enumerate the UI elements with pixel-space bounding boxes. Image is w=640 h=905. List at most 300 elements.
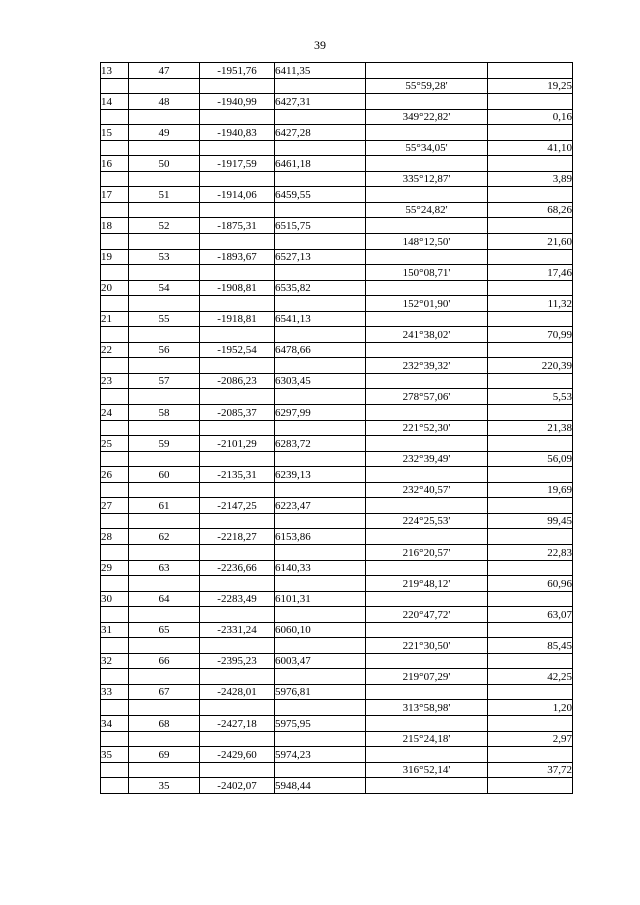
cell-y-coordinate: 6478,66 xyxy=(275,342,366,358)
table-row xyxy=(101,498,573,514)
cell-point-number: 58 xyxy=(129,405,200,421)
cell-bearing: 216°20,57' xyxy=(366,544,488,560)
cell-y-coordinate: 6527,13 xyxy=(275,249,366,265)
cell-y-coordinate: 6303,45 xyxy=(275,373,366,389)
cell-x-coordinate xyxy=(200,202,275,218)
cell-y-coordinate xyxy=(275,451,366,467)
cell-distance: 37,72 xyxy=(488,762,573,778)
cell-distance: 0,16 xyxy=(488,109,573,125)
cell-point-number: 47 xyxy=(129,63,200,79)
cell-row-number xyxy=(101,327,129,343)
cell-y-coordinate xyxy=(275,607,366,623)
table-row xyxy=(101,684,573,700)
cell-bearing xyxy=(366,529,488,545)
cell-bearing: 55°59,28' xyxy=(366,78,488,94)
cell-x-coordinate: -2218,27 xyxy=(200,529,275,545)
table-row xyxy=(101,436,573,452)
table-row xyxy=(101,265,573,281)
cell-bearing: 278°57,06' xyxy=(366,389,488,405)
cell-point-number xyxy=(129,296,200,312)
table-row xyxy=(101,700,573,716)
cell-distance: 22,83 xyxy=(488,544,573,560)
cell-bearing xyxy=(366,373,488,389)
cell-row-number: 14 xyxy=(101,94,129,110)
cell-point-number: 67 xyxy=(129,684,200,700)
cell-distance: 21,38 xyxy=(488,420,573,436)
cell-y-coordinate: 6140,33 xyxy=(275,560,366,576)
cell-y-coordinate: 6101,31 xyxy=(275,591,366,607)
cell-bearing xyxy=(366,653,488,669)
cell-distance xyxy=(488,560,573,576)
cell-y-coordinate: 6411,35 xyxy=(275,63,366,79)
cell-bearing xyxy=(366,218,488,234)
cell-y-coordinate xyxy=(275,234,366,250)
cell-distance xyxy=(488,405,573,421)
cell-distance xyxy=(488,622,573,638)
cell-y-coordinate xyxy=(275,482,366,498)
cell-point-number xyxy=(129,265,200,281)
cell-bearing: 224°25,53' xyxy=(366,513,488,529)
table-row xyxy=(101,280,573,296)
table-row xyxy=(101,218,573,234)
cell-distance xyxy=(488,591,573,607)
cell-y-coordinate: 6427,28 xyxy=(275,125,366,141)
cell-bearing: 316°52,14' xyxy=(366,762,488,778)
cell-y-coordinate: 6223,47 xyxy=(275,498,366,514)
cell-y-coordinate: 6239,13 xyxy=(275,467,366,483)
table-row xyxy=(101,140,573,156)
cell-y-coordinate: 5974,23 xyxy=(275,747,366,763)
cell-x-coordinate: -2086,23 xyxy=(200,373,275,389)
cell-distance xyxy=(488,467,573,483)
cell-row-number xyxy=(101,513,129,529)
cell-row-number: 22 xyxy=(101,342,129,358)
cell-row-number xyxy=(101,607,129,623)
table-row xyxy=(101,405,573,421)
cell-distance xyxy=(488,529,573,545)
table-row xyxy=(101,389,573,405)
cell-point-number xyxy=(129,140,200,156)
cell-distance xyxy=(488,218,573,234)
cell-distance xyxy=(488,684,573,700)
cell-y-coordinate xyxy=(275,202,366,218)
cell-y-coordinate xyxy=(275,700,366,716)
cell-row-number xyxy=(101,762,129,778)
cell-point-number xyxy=(129,234,200,250)
cell-y-coordinate xyxy=(275,389,366,405)
cell-row-number: 25 xyxy=(101,436,129,452)
cell-row-number: 33 xyxy=(101,684,129,700)
cell-bearing: 215°24,18' xyxy=(366,731,488,747)
cell-distance xyxy=(488,653,573,669)
cell-distance: 85,45 xyxy=(488,638,573,654)
cell-distance xyxy=(488,187,573,203)
cell-row-number: 18 xyxy=(101,218,129,234)
cell-row-number: 28 xyxy=(101,529,129,545)
cell-x-coordinate: -2147,25 xyxy=(200,498,275,514)
cell-distance: 11,32 xyxy=(488,296,573,312)
cell-x-coordinate xyxy=(200,700,275,716)
cell-x-coordinate: -1940,83 xyxy=(200,125,275,141)
cell-point-number xyxy=(129,202,200,218)
cell-distance xyxy=(488,498,573,514)
cell-row-number: 17 xyxy=(101,187,129,203)
cell-distance xyxy=(488,156,573,172)
cell-distance: 5,53 xyxy=(488,389,573,405)
cell-x-coordinate: -2283,49 xyxy=(200,591,275,607)
cell-point-number: 59 xyxy=(129,436,200,452)
cell-bearing: 313°58,98' xyxy=(366,700,488,716)
table-row xyxy=(101,482,573,498)
cell-y-coordinate xyxy=(275,265,366,281)
cell-distance xyxy=(488,125,573,141)
cell-distance: 21,60 xyxy=(488,234,573,250)
table-row xyxy=(101,296,573,312)
table-row xyxy=(101,342,573,358)
cell-x-coordinate xyxy=(200,513,275,529)
cell-row-number xyxy=(101,669,129,685)
cell-point-number: 61 xyxy=(129,498,200,514)
cell-row-number: 24 xyxy=(101,405,129,421)
table-row xyxy=(101,576,573,592)
cell-bearing xyxy=(366,436,488,452)
cell-bearing xyxy=(366,249,488,265)
table-row xyxy=(101,731,573,747)
table-row xyxy=(101,187,573,203)
cell-y-coordinate: 5975,95 xyxy=(275,715,366,731)
cell-bearing: 221°30,50' xyxy=(366,638,488,654)
cell-point-number: 65 xyxy=(129,622,200,638)
cell-x-coordinate xyxy=(200,171,275,187)
cell-bearing xyxy=(366,560,488,576)
cell-bearing xyxy=(366,405,488,421)
cell-bearing xyxy=(366,778,488,794)
cell-y-coordinate xyxy=(275,544,366,560)
cell-bearing xyxy=(366,311,488,327)
cell-x-coordinate: -2135,31 xyxy=(200,467,275,483)
table-row xyxy=(101,622,573,638)
cell-bearing: 152°01,90' xyxy=(366,296,488,312)
cell-point-number: 64 xyxy=(129,591,200,607)
cell-point-number xyxy=(129,731,200,747)
cell-distance: 56,09 xyxy=(488,451,573,467)
cell-x-coordinate xyxy=(200,638,275,654)
table-row xyxy=(101,762,573,778)
table-row xyxy=(101,202,573,218)
cell-distance: 3,89 xyxy=(488,171,573,187)
table-row xyxy=(101,451,573,467)
cell-bearing: 55°24,82' xyxy=(366,202,488,218)
cell-y-coordinate xyxy=(275,171,366,187)
cell-distance: 19,69 xyxy=(488,482,573,498)
cell-y-coordinate: 5976,81 xyxy=(275,684,366,700)
cell-row-number xyxy=(101,451,129,467)
cell-distance: 19,25 xyxy=(488,78,573,94)
cell-row-number xyxy=(101,202,129,218)
cell-row-number: 21 xyxy=(101,311,129,327)
cell-row-number: 13 xyxy=(101,63,129,79)
cell-y-coordinate xyxy=(275,576,366,592)
cell-bearing: 221°52,30' xyxy=(366,420,488,436)
cell-x-coordinate xyxy=(200,669,275,685)
cell-x-coordinate xyxy=(200,762,275,778)
cell-x-coordinate xyxy=(200,140,275,156)
cell-distance: 220,39 xyxy=(488,358,573,374)
cell-y-coordinate: 6427,31 xyxy=(275,94,366,110)
cell-bearing: 219°48,12' xyxy=(366,576,488,592)
cell-distance: 42,25 xyxy=(488,669,573,685)
cell-y-coordinate: 6283,72 xyxy=(275,436,366,452)
cell-y-coordinate: 6515,75 xyxy=(275,218,366,234)
cell-x-coordinate: -2402,07 xyxy=(200,778,275,794)
cell-bearing xyxy=(366,467,488,483)
cell-x-coordinate xyxy=(200,265,275,281)
cell-x-coordinate: -1875,31 xyxy=(200,218,275,234)
table-row xyxy=(101,560,573,576)
cell-x-coordinate: -2428,01 xyxy=(200,684,275,700)
cell-x-coordinate xyxy=(200,420,275,436)
table-row xyxy=(101,747,573,763)
cell-bearing xyxy=(366,63,488,79)
cell-x-coordinate: -1908,81 xyxy=(200,280,275,296)
cell-point-number: 52 xyxy=(129,218,200,234)
cell-bearing: 55°34,05' xyxy=(366,140,488,156)
cell-point-number: 63 xyxy=(129,560,200,576)
table-row xyxy=(101,125,573,141)
cell-row-number: 15 xyxy=(101,125,129,141)
cell-row-number: 26 xyxy=(101,467,129,483)
cell-y-coordinate xyxy=(275,638,366,654)
cell-point-number: 48 xyxy=(129,94,200,110)
cell-row-number xyxy=(101,140,129,156)
cell-point-number: 68 xyxy=(129,715,200,731)
cell-row-number xyxy=(101,731,129,747)
cell-row-number xyxy=(101,482,129,498)
cell-x-coordinate: -1918,81 xyxy=(200,311,275,327)
cell-x-coordinate: -1940,99 xyxy=(200,94,275,110)
cell-distance xyxy=(488,715,573,731)
cell-x-coordinate: -2427,18 xyxy=(200,715,275,731)
cell-row-number: 35 xyxy=(101,747,129,763)
cell-point-number xyxy=(129,638,200,654)
cell-y-coordinate xyxy=(275,327,366,343)
cell-y-coordinate: 6297,99 xyxy=(275,405,366,421)
cell-distance xyxy=(488,342,573,358)
cell-y-coordinate: 6459,55 xyxy=(275,187,366,203)
table-row xyxy=(101,591,573,607)
cell-distance xyxy=(488,778,573,794)
cell-row-number: 27 xyxy=(101,498,129,514)
cell-bearing xyxy=(366,591,488,607)
cell-distance xyxy=(488,249,573,265)
table-row xyxy=(101,358,573,374)
coordinate-table xyxy=(100,62,573,794)
table-row xyxy=(101,249,573,265)
cell-x-coordinate: -1951,76 xyxy=(200,63,275,79)
cell-distance xyxy=(488,436,573,452)
cell-bearing: 232°40,57' xyxy=(366,482,488,498)
cell-point-number xyxy=(129,669,200,685)
cell-bearing xyxy=(366,715,488,731)
cell-bearing: 335°12,87' xyxy=(366,171,488,187)
table-row xyxy=(101,156,573,172)
cell-row-number: 23 xyxy=(101,373,129,389)
cell-y-coordinate: 6003,47 xyxy=(275,653,366,669)
table-row xyxy=(101,420,573,436)
cell-point-number xyxy=(129,607,200,623)
cell-x-coordinate: -2395,23 xyxy=(200,653,275,669)
cell-y-coordinate xyxy=(275,420,366,436)
cell-bearing xyxy=(366,94,488,110)
cell-point-number xyxy=(129,420,200,436)
cell-row-number xyxy=(101,358,129,374)
cell-point-number xyxy=(129,327,200,343)
cell-point-number xyxy=(129,451,200,467)
cell-bearing xyxy=(366,498,488,514)
cell-x-coordinate xyxy=(200,482,275,498)
table-row xyxy=(101,63,573,79)
cell-bearing xyxy=(366,684,488,700)
cell-point-number xyxy=(129,544,200,560)
cell-bearing xyxy=(366,280,488,296)
table-row xyxy=(101,513,573,529)
cell-y-coordinate xyxy=(275,762,366,778)
cell-row-number xyxy=(101,638,129,654)
cell-distance: 68,26 xyxy=(488,202,573,218)
cell-y-coordinate xyxy=(275,78,366,94)
cell-point-number xyxy=(129,358,200,374)
cell-point-number: 51 xyxy=(129,187,200,203)
cell-x-coordinate xyxy=(200,544,275,560)
table-row xyxy=(101,327,573,343)
cell-x-coordinate xyxy=(200,327,275,343)
cell-row-number xyxy=(101,171,129,187)
cell-x-coordinate xyxy=(200,451,275,467)
cell-x-coordinate xyxy=(200,389,275,405)
cell-x-coordinate xyxy=(200,109,275,125)
cell-distance: 99,45 xyxy=(488,513,573,529)
cell-row-number xyxy=(101,700,129,716)
cell-row-number xyxy=(101,544,129,560)
cell-point-number: 66 xyxy=(129,653,200,669)
cell-row-number: 20 xyxy=(101,280,129,296)
cell-row-number xyxy=(101,296,129,312)
cell-x-coordinate: -1917,59 xyxy=(200,156,275,172)
table-row xyxy=(101,171,573,187)
table-row xyxy=(101,373,573,389)
cell-y-coordinate xyxy=(275,731,366,747)
cell-row-number xyxy=(101,109,129,125)
cell-x-coordinate: -2101,29 xyxy=(200,436,275,452)
cell-distance: 60,96 xyxy=(488,576,573,592)
table-row xyxy=(101,715,573,731)
cell-point-number: 50 xyxy=(129,156,200,172)
cell-bearing xyxy=(366,622,488,638)
cell-x-coordinate xyxy=(200,234,275,250)
cell-bearing: 232°39,49' xyxy=(366,451,488,467)
cell-point-number: 60 xyxy=(129,467,200,483)
table-body xyxy=(101,63,573,794)
cell-row-number xyxy=(101,778,129,794)
cell-y-coordinate xyxy=(275,513,366,529)
cell-x-coordinate xyxy=(200,358,275,374)
cell-bearing xyxy=(366,125,488,141)
cell-bearing: 148°12,50' xyxy=(366,234,488,250)
cell-distance xyxy=(488,373,573,389)
table-row xyxy=(101,109,573,125)
cell-distance xyxy=(488,94,573,110)
cell-x-coordinate xyxy=(200,731,275,747)
cell-y-coordinate xyxy=(275,669,366,685)
cell-y-coordinate xyxy=(275,358,366,374)
cell-bearing: 232°39,32' xyxy=(366,358,488,374)
table-row xyxy=(101,311,573,327)
cell-point-number xyxy=(129,171,200,187)
cell-distance: 17,46 xyxy=(488,265,573,281)
cell-distance xyxy=(488,747,573,763)
table-row xyxy=(101,94,573,110)
cell-row-number xyxy=(101,420,129,436)
cell-row-number: 34 xyxy=(101,715,129,731)
cell-point-number xyxy=(129,109,200,125)
table-row xyxy=(101,638,573,654)
cell-point-number: 62 xyxy=(129,529,200,545)
cell-row-number xyxy=(101,389,129,405)
cell-point-number xyxy=(129,762,200,778)
cell-point-number: 55 xyxy=(129,311,200,327)
cell-point-number xyxy=(129,78,200,94)
cell-x-coordinate: -1914,06 xyxy=(200,187,275,203)
cell-x-coordinate xyxy=(200,607,275,623)
cell-row-number: 16 xyxy=(101,156,129,172)
cell-x-coordinate xyxy=(200,78,275,94)
table-row xyxy=(101,607,573,623)
table-row xyxy=(101,234,573,250)
cell-distance: 2,97 xyxy=(488,731,573,747)
cell-point-number: 49 xyxy=(129,125,200,141)
cell-bearing: 150°08,71' xyxy=(366,265,488,281)
cell-x-coordinate: -2236,66 xyxy=(200,560,275,576)
cell-y-coordinate xyxy=(275,296,366,312)
table-row xyxy=(101,467,573,483)
table-row xyxy=(101,78,573,94)
cell-bearing xyxy=(366,187,488,203)
cell-row-number: 32 xyxy=(101,653,129,669)
cell-row-number xyxy=(101,78,129,94)
cell-distance: 41,10 xyxy=(488,140,573,156)
cell-y-coordinate xyxy=(275,140,366,156)
cell-point-number xyxy=(129,389,200,405)
cell-bearing xyxy=(366,747,488,763)
cell-y-coordinate: 5948,44 xyxy=(275,778,366,794)
cell-point-number: 69 xyxy=(129,747,200,763)
cell-distance xyxy=(488,63,573,79)
cell-y-coordinate: 6153,86 xyxy=(275,529,366,545)
cell-bearing xyxy=(366,156,488,172)
cell-x-coordinate: -1952,54 xyxy=(200,342,275,358)
cell-distance xyxy=(488,280,573,296)
table-row xyxy=(101,653,573,669)
cell-y-coordinate: 6060,10 xyxy=(275,622,366,638)
cell-y-coordinate xyxy=(275,109,366,125)
cell-x-coordinate: -1893,67 xyxy=(200,249,275,265)
cell-bearing: 219°07,29' xyxy=(366,669,488,685)
cell-bearing: 241°38,02' xyxy=(366,327,488,343)
cell-distance: 1,20 xyxy=(488,700,573,716)
cell-bearing: 220°47,72' xyxy=(366,607,488,623)
cell-bearing: 349°22,82' xyxy=(366,109,488,125)
table-row xyxy=(101,778,573,794)
